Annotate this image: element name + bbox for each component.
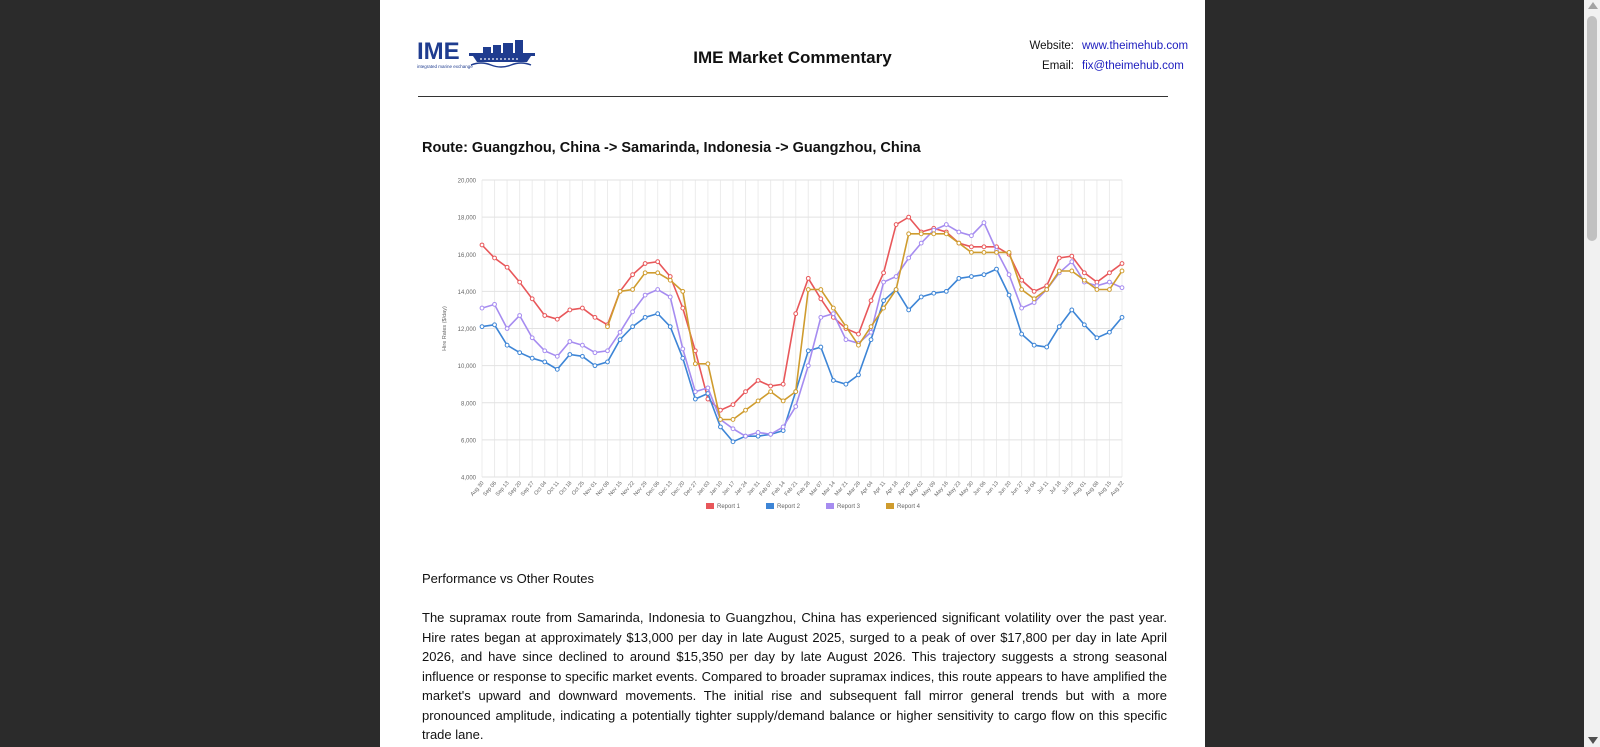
- data-point: [869, 338, 873, 342]
- data-point: [844, 325, 848, 329]
- data-point: [593, 351, 597, 355]
- data-point: [656, 260, 660, 264]
- section-heading: Performance vs Other Routes: [422, 571, 594, 586]
- data-point: [957, 276, 961, 280]
- x-tick-label: Nov 01: [582, 480, 599, 498]
- data-point: [844, 338, 848, 342]
- x-tick-label: Oct 18: [558, 480, 574, 497]
- data-point: [1082, 271, 1086, 275]
- data-point: [932, 232, 936, 236]
- data-point: [869, 325, 873, 329]
- data-point: [781, 399, 785, 403]
- data-point: [593, 364, 597, 368]
- data-point: [668, 325, 672, 329]
- data-point: [970, 234, 974, 238]
- x-tick-label: Sep 20: [507, 480, 524, 498]
- series-line-1: [482, 217, 1122, 410]
- x-tick-label: Apr 04: [859, 480, 875, 497]
- x-tick-label: Nov 08: [595, 480, 612, 498]
- data-point: [1057, 269, 1061, 273]
- page-title: IME Market Commentary: [693, 48, 892, 67]
- legend-swatch: [826, 503, 834, 509]
- data-point: [769, 432, 773, 436]
- x-tick-label: Aug 22: [1109, 480, 1126, 498]
- data-point: [493, 323, 497, 327]
- x-tick-label: Dec 06: [645, 480, 662, 498]
- data-point: [1070, 260, 1074, 264]
- x-tick-label: May 02: [908, 480, 925, 499]
- data-point: [744, 408, 748, 412]
- x-tick-label: Sep 27: [519, 480, 536, 498]
- data-point: [982, 273, 986, 277]
- data-point: [706, 386, 710, 390]
- data-point: [706, 362, 710, 366]
- legend-swatch: [766, 503, 774, 509]
- data-point: [618, 338, 622, 342]
- data-point: [693, 390, 697, 394]
- x-tick-label: Dec 13: [657, 480, 674, 498]
- data-point: [1045, 288, 1049, 292]
- route-heading: Route: Guangzhou, China -> Samarinda, Indonesia -> Guangzhou, China: [422, 140, 921, 156]
- data-point: [530, 336, 534, 340]
- data-point: [806, 276, 810, 280]
- data-point: [643, 271, 647, 275]
- data-point: [744, 434, 748, 438]
- data-point: [869, 330, 873, 334]
- y-tick-label: 16,000: [457, 252, 476, 259]
- legend-swatch: [706, 503, 714, 509]
- legend-swatch: [886, 503, 894, 509]
- x-tick-label: Mar 14: [821, 480, 837, 498]
- data-point: [580, 354, 584, 358]
- data-point: [643, 293, 647, 297]
- data-point: [1032, 289, 1036, 293]
- data-point: [530, 356, 534, 360]
- data-point: [1057, 325, 1061, 329]
- x-tick-label: Feb 21: [783, 480, 800, 498]
- data-point: [919, 295, 923, 299]
- data-point: [543, 314, 547, 318]
- data-point: [982, 221, 986, 225]
- data-point: [1095, 336, 1099, 340]
- x-tick-label: Jan 31: [746, 480, 762, 497]
- x-tick-label: Dec 27: [683, 480, 699, 498]
- x-tick-label: Jun 27: [1009, 480, 1026, 497]
- y-tick-label: 14,000: [457, 289, 476, 296]
- data-point: [631, 288, 635, 292]
- scroll-up-arrow-icon[interactable]: [1588, 2, 1598, 9]
- data-point: [882, 306, 886, 310]
- data-point: [631, 273, 635, 277]
- data-point: [580, 306, 584, 310]
- data-point: [1020, 306, 1024, 310]
- data-point: [794, 390, 798, 394]
- data-point: [643, 315, 647, 319]
- data-point: [518, 314, 522, 318]
- data-point: [831, 306, 835, 310]
- x-tick-label: Sep 06: [482, 480, 499, 498]
- data-point: [681, 306, 685, 310]
- data-point: [1082, 323, 1086, 327]
- data-point: [907, 256, 911, 260]
- data-point: [555, 317, 559, 321]
- data-point: [944, 223, 948, 227]
- scrollbar-thumb[interactable]: [1587, 16, 1597, 241]
- data-point: [631, 325, 635, 329]
- legend-label: Report 2: [777, 504, 801, 510]
- data-point: [1007, 273, 1011, 277]
- data-point: [1045, 345, 1049, 349]
- data-point: [919, 232, 923, 236]
- x-tick-label: May 30: [958, 480, 975, 499]
- data-point: [631, 310, 635, 314]
- data-point: [919, 241, 923, 245]
- data-point: [593, 315, 597, 319]
- data-point: [543, 360, 547, 364]
- data-point: [1020, 278, 1024, 282]
- x-tick-label: Jan 03: [696, 480, 712, 497]
- series-line-4: [608, 234, 1123, 420]
- data-point: [1120, 269, 1124, 273]
- x-tick-label: Nov 22: [620, 480, 637, 498]
- svg-text:integrated marine exchange: integrated marine exchange: [417, 64, 473, 69]
- data-point: [505, 343, 509, 347]
- x-tick-label: Jun 20: [997, 480, 1013, 497]
- svg-text:IME: IME: [417, 38, 460, 65]
- data-point: [970, 275, 974, 279]
- data-point: [970, 245, 974, 249]
- data-point: [505, 327, 509, 331]
- x-tick-label: Oct 04: [533, 480, 549, 497]
- data-point: [643, 262, 647, 266]
- x-tick-label: Jun 06: [972, 480, 988, 497]
- data-point: [882, 280, 886, 284]
- x-tick-label: Oct 25: [570, 480, 586, 497]
- data-point: [982, 250, 986, 254]
- x-tick-label: May 09: [921, 480, 938, 499]
- data-point: [1057, 256, 1061, 260]
- data-point: [857, 343, 861, 347]
- data-point: [1020, 332, 1024, 336]
- x-tick-label: Aug 15: [1097, 480, 1113, 498]
- data-point: [907, 215, 911, 219]
- data-point: [493, 256, 497, 260]
- data-point: [555, 354, 559, 358]
- x-tick-label: Jul 25: [1061, 480, 1076, 496]
- data-point: [1108, 271, 1112, 275]
- x-tick-label: Mar 21: [833, 480, 850, 498]
- x-tick-label: May 23: [946, 480, 963, 499]
- data-point: [693, 397, 697, 401]
- x-tick-label: Dec 20: [670, 480, 687, 498]
- data-point: [618, 330, 622, 334]
- data-point: [1120, 315, 1124, 319]
- x-tick-label: Feb 14: [771, 480, 787, 498]
- data-point: [957, 241, 961, 245]
- data-point: [744, 390, 748, 394]
- data-point: [882, 299, 886, 303]
- legend-label: Report 4: [897, 504, 921, 510]
- x-tick-label: May 16: [933, 480, 950, 499]
- data-point: [1020, 288, 1024, 292]
- data-point: [580, 343, 584, 347]
- website-link[interactable]: www.theimehub.com: [1082, 40, 1189, 52]
- data-point: [505, 265, 509, 269]
- data-point: [944, 289, 948, 293]
- data-point: [568, 353, 572, 357]
- contact-info: [1000, 40, 1188, 80]
- header-divider: [418, 96, 1168, 97]
- data-point: [618, 289, 622, 293]
- data-point: [844, 382, 848, 386]
- data-point: [668, 295, 672, 299]
- data-point: [995, 250, 999, 254]
- data-point: [480, 325, 484, 329]
- data-point: [606, 349, 610, 353]
- data-point: [731, 440, 735, 444]
- data-point: [894, 223, 898, 227]
- data-point: [819, 297, 823, 301]
- x-tick-label: Jan 10: [708, 480, 724, 497]
- scroll-down-arrow-icon[interactable]: [1588, 737, 1598, 744]
- data-point: [932, 291, 936, 295]
- data-point: [1032, 343, 1036, 347]
- commentary-paragraph: The supramax route from Samarinda, Indonesia to Guangzhou, China has experienced significant volatility over the past year. Hire rates began at approximately $13,000 per day in late August 2025, surged to a peak of over $17,800 per day in late April 2026, and have since declined to around $15,350 per day by late August 2026. This trajectory suggests a strong seasonal influence or response to specific market events. Compared to broader supramax indices, this route appears to have amplified the market's upward and downward movements. The initial rise and subsequent fall mirror general trends but with a more pronounced amplitude, indicating a potentially tighter supply/demand balance or higher sensitivity to cargo flow on this specific trade lane.: [422, 610, 1167, 742]
- data-point: [907, 232, 911, 236]
- legend-label: Report 3: [837, 504, 861, 510]
- data-point: [781, 425, 785, 429]
- data-point: [819, 315, 823, 319]
- x-tick-label: Sep 13: [494, 480, 511, 498]
- document-page: [380, 0, 1205, 747]
- x-tick-label: Apr 11: [872, 480, 888, 497]
- data-point: [731, 403, 735, 407]
- legend-label: Report 1: [717, 504, 741, 510]
- data-point: [1095, 288, 1099, 292]
- data-point: [970, 250, 974, 254]
- data-point: [518, 280, 522, 284]
- data-point: [606, 325, 610, 329]
- data-point: [995, 267, 999, 271]
- y-tick-label: 12,000: [457, 327, 476, 333]
- y-tick-label: 8,000: [460, 401, 476, 408]
- x-tick-label: Nov 15: [607, 480, 624, 498]
- x-tick-label: Jul 11: [1036, 480, 1051, 496]
- data-point: [869, 299, 873, 303]
- data-point: [769, 384, 773, 388]
- data-point: [982, 245, 986, 249]
- data-point: [1108, 280, 1112, 284]
- data-point: [518, 351, 522, 355]
- data-point: [668, 278, 672, 282]
- data-point: [681, 356, 685, 360]
- data-point: [831, 312, 835, 316]
- data-point: [907, 308, 911, 312]
- data-point: [756, 399, 760, 403]
- data-point: [681, 347, 685, 351]
- data-point: [806, 364, 810, 368]
- data-point: [957, 230, 961, 234]
- data-point: [857, 373, 861, 377]
- data-point: [1120, 286, 1124, 290]
- x-tick-label: Jan 17: [721, 480, 737, 497]
- x-tick-label: Apr 18: [884, 480, 900, 497]
- data-point: [806, 288, 810, 292]
- hire-rate-chart: [430, 170, 1130, 535]
- data-point: [1070, 254, 1074, 258]
- x-tick-label: Jan 24: [733, 480, 750, 497]
- x-tick-label: Jul 04: [1023, 480, 1038, 496]
- x-tick-label: Mar 28: [846, 480, 863, 498]
- data-point: [1032, 297, 1036, 301]
- data-point: [831, 379, 835, 383]
- data-point: [1007, 293, 1011, 297]
- x-tick-label: Mar 07: [808, 480, 825, 498]
- data-point: [480, 243, 484, 247]
- data-point: [781, 382, 785, 386]
- website-label: Website:: [1029, 40, 1074, 52]
- data-point: [806, 349, 810, 353]
- x-tick-label: Oct 11: [546, 480, 561, 497]
- data-point: [681, 289, 685, 293]
- data-point: [719, 425, 723, 429]
- y-tick-label: 10,000: [457, 364, 476, 371]
- y-tick-label: 6,000: [460, 438, 476, 445]
- data-point: [731, 427, 735, 431]
- data-point: [530, 297, 534, 301]
- data-point: [1108, 288, 1112, 292]
- data-point: [719, 418, 723, 422]
- data-point: [1007, 250, 1011, 254]
- data-point: [656, 288, 660, 292]
- x-tick-label: Jul 18: [1048, 480, 1063, 496]
- data-point: [493, 302, 497, 306]
- data-point: [1070, 308, 1074, 312]
- vertical-scrollbar[interactable]: [1584, 0, 1600, 747]
- data-point: [756, 431, 760, 435]
- data-point: [568, 308, 572, 312]
- x-tick-label: Feb 28: [796, 480, 812, 498]
- data-point: [794, 405, 798, 409]
- data-point: [819, 288, 823, 292]
- x-tick-label: Jun 13: [984, 480, 1001, 497]
- data-point: [693, 362, 697, 366]
- data-point: [894, 275, 898, 279]
- email-label: Email:: [1042, 60, 1074, 72]
- x-tick-label: Aug 08: [1084, 480, 1101, 498]
- y-tick-label: 20,000: [457, 178, 476, 185]
- data-point: [819, 345, 823, 349]
- data-point: [756, 379, 760, 383]
- data-point: [857, 332, 861, 336]
- email-link[interactable]: fix@theimehub.com: [1082, 60, 1184, 72]
- data-point: [894, 288, 898, 292]
- data-point: [794, 312, 798, 316]
- y-tick-label: 4,000: [460, 475, 476, 482]
- x-tick-label: Nov 29: [632, 480, 649, 498]
- data-point: [1120, 262, 1124, 266]
- data-point: [1108, 330, 1112, 334]
- data-point: [543, 349, 547, 353]
- data-point: [568, 340, 572, 344]
- data-point: [1070, 269, 1074, 273]
- data-point: [606, 360, 610, 364]
- data-point: [944, 232, 948, 236]
- x-tick-label: Apr 25: [897, 480, 913, 497]
- x-tick-label: Aug 01: [1072, 480, 1088, 498]
- x-tick-label: Feb 07: [758, 480, 775, 498]
- data-point: [882, 271, 886, 275]
- data-point: [1082, 278, 1086, 282]
- x-tick-label: Aug 30: [469, 480, 486, 498]
- data-point: [731, 418, 735, 422]
- data-point: [480, 306, 484, 310]
- data-point: [555, 367, 559, 371]
- data-point: [656, 312, 660, 316]
- data-point: [769, 390, 773, 394]
- data-point: [656, 271, 660, 275]
- y-tick-label: 18,000: [457, 215, 476, 222]
- y-axis-label: Hire Rates ($/day): [442, 306, 448, 351]
